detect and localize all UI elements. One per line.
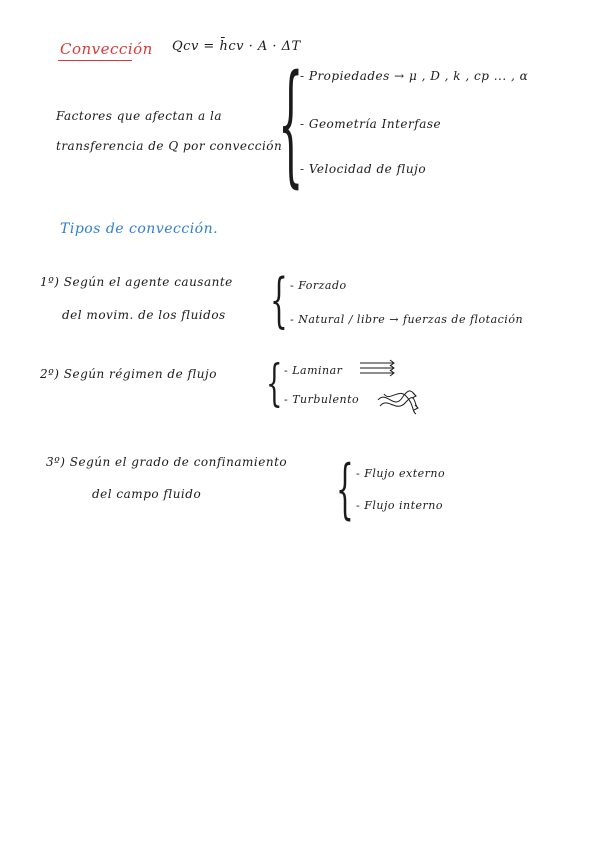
type-1-line-1: 1º) Según el agente causante [40, 275, 233, 289]
type-3-line-2: del campo fluido [92, 487, 202, 501]
type-3-brace: { [336, 451, 354, 527]
factor-geometry: - Geometría Interfase [300, 117, 442, 131]
factors-line-1: Factores que afectan a la [56, 109, 222, 123]
type-3-option-externo: - Flujo externo [356, 467, 446, 480]
type-2-option-turbulent: - Turbulento [284, 393, 360, 406]
type-1-option-natural: - Natural / libre → fuerzas de flotación [290, 313, 524, 326]
swirling-arrows-icon [376, 386, 420, 416]
type-1-line-2: del movim. de los fluidos [62, 308, 226, 322]
type-1-option-forzado: - Forzado [290, 279, 347, 292]
type-2-option-laminar: - Laminar [284, 364, 343, 377]
type-3-option-interno: - Flujo interno [356, 499, 443, 512]
type-1-brace: { [270, 265, 288, 335]
factors-line-2: transferencia de Q por convección [56, 139, 283, 153]
factor-properties: - Propiedades → μ , D , k , cp ... , α [300, 69, 529, 83]
type-2-brace: { [266, 356, 283, 414]
type-2-line-1: 2º) Según régimen de flujo [40, 367, 217, 381]
type-3-line-1: 3º) Según el grado de confinamiento [46, 455, 288, 469]
section-title-conveccion: Convección [60, 40, 153, 58]
factor-velocity: - Velocidad de flujo [300, 162, 427, 176]
title-underline [58, 60, 132, 61]
section-title-tipos: Tipos de convección. [60, 221, 219, 237]
parallel-arrows-icon [360, 360, 400, 376]
convection-formula: Qcv = h̄cv · A · ΔT [172, 39, 301, 54]
factors-brace: { [278, 50, 304, 202]
